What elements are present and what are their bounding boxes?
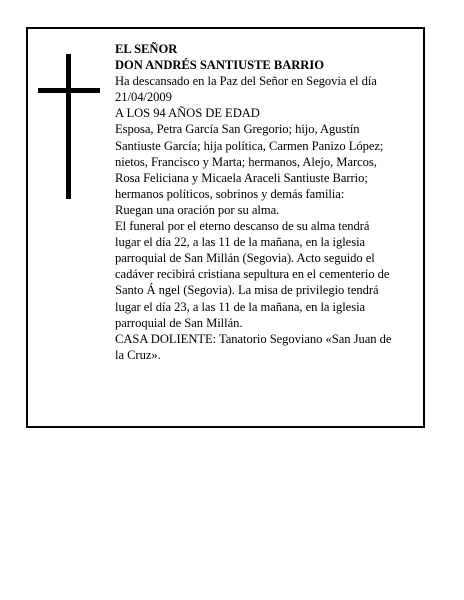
- age-line: A LOS 94 AÑOS DE EDAD: [115, 106, 260, 121]
- family-line-4: Rosa Feliciana y Micaela Araceli Santiuste Barrio;: [115, 170, 368, 185]
- deceased-name: DON ANDRÉS SANTIUSTE BARRIO: [115, 58, 324, 73]
- rest-line-1: Ha descansado en la Paz del Señor en Segovia el día: [115, 74, 377, 89]
- funeral-line-5: Santo Á ngel (Segovia). La misa de privilegio tendrá: [115, 283, 379, 298]
- family-line-2: Santiuste García; hija política, Carmen Panizo López;: [115, 138, 384, 153]
- notice-text: [115, 41, 427, 363]
- funeral-line-4: cadáver recibirá cristiana sepultura en el cementerio de: [115, 267, 390, 282]
- cross-icon: [38, 54, 100, 199]
- cross-vertical-bar: [66, 54, 71, 199]
- funeral-line-7: parroquial de San Millán.: [115, 315, 243, 330]
- prayer-line: Ruegan una oración por su alma.: [115, 202, 280, 217]
- notice-title: EL SEÑOR: [115, 42, 178, 56]
- funeral-line-1: El funeral por el eterno descanso de su alma tendrá: [115, 219, 370, 234]
- funeral-line-2: lugar el día 22, a las 11 de la mañana, en la iglesia: [115, 235, 366, 250]
- house-line-2: la Cruz».: [115, 347, 161, 362]
- rest-date: 21/04/2009: [115, 90, 172, 105]
- funeral-line-3: parroquial de San Millán (Segovia). Acto seguido el: [115, 251, 375, 266]
- family-line-3: nietos, Francisco y Marta; hermanos, Alejo, Marcos,: [115, 154, 377, 169]
- funeral-line-6: lugar el día 23, a las 11 de la mañana, en la iglesia: [115, 299, 366, 314]
- family-line-1: Esposa, Petra García San Gregorio; hijo, Agustín: [115, 122, 360, 137]
- cross-horizontal-bar: [38, 88, 100, 93]
- house-line-1: CASA DOLIENTE: Tanatorio Segoviano «San Juan de: [115, 331, 392, 346]
- obituary-notice: [26, 27, 425, 428]
- family-line-5: hermanos políticos, sobrinos y demás familia:: [115, 186, 345, 201]
